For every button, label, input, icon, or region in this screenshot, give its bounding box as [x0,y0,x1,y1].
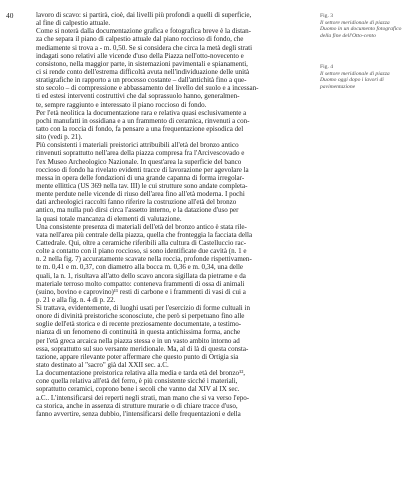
text-line: stato destinato al "sacro" già dal XXII sec. a.C. [36,361,169,370]
text-line: n. 2 nella fig. 7) accuratamente scavate nella roccia, profonde rispettivamen- [36,255,252,264]
text-line: soglie dell'età storica e di recente preziosamente documentate, a testimo- [36,320,242,329]
text-line: essa, soprattutto sul suo versante meridionale. Ma, al di là di questa consta- [36,344,249,353]
text-line: per l'età greca arcaica nella piazza stessa e in un vasto ambito intorno ad [36,336,240,345]
text-line: messa in opera delle fondazioni di una grande capanna di forma irregolar- [36,173,245,182]
text-line: al fine di calpestio attuale. [36,19,111,28]
text-line: tazione, appare rilevante poter affermare che questo punto di Ortigia sia [36,352,239,361]
caption-label: Fig. 4 [320,64,334,70]
text-line: indagati sono relativi alle vicende d'uso della Piazza nell'otto-novecento e [36,51,244,60]
text-line: materiale terroso molto compatto: conteneva frammenti di ossa di animali [36,279,245,288]
text-line: roccioso di fondo ha rivelato evidenti tracce di lavorazione per agevolare la [36,165,249,174]
text-line: mente perdute nelle vicende di riuso dell'area fino all'età moderna. I pochi [36,190,245,199]
text-line: fanno avvertire, senza dubbio, l'intensificarsi delle frequentazioni e della [36,409,241,418]
text-line: cone quella relativa all'età del ferro, è più consistente sicché i materiali, [36,377,238,386]
text-line: consistono, nella maggior parte, in sistemazioni pavimentali e spianamenti, [36,59,248,68]
text-line: Più consistenti i materiali preistorici attribuibili all'età del bronzo antico [36,141,239,150]
text-line: mediamente si trova a - m. 0,50. Se si considera che circa la metà degli strati [36,43,253,52]
text-line: te m. 0,41 e m. 0,37, con diametro alla bocca m. 0,36 e m. 0,34, una delle [36,263,244,272]
text-line: Per l'età neolitica la documentazione rara e relativa quasi esclusivamente a [36,108,247,117]
text-line: Come si noterà dalla documentazione grafica e fotografica breve è la distan- [36,27,252,36]
text-line: vata nell'area più centrale della piazza, quella che fronteggia la facciata della [36,230,253,239]
caption-label: Fig. 3 [320,13,334,19]
text-line: ci si rende conto dell'estrema difficoltà avuta nell'individuazione delle unità [36,67,250,76]
text-line: Si trattava, evidentemente, di luoghi usati per l'esercizio di forme cultuali in [36,304,250,313]
text-line: stratigrafiche in rapporto a un processo costante – dall'antichità fino a que- [36,76,247,85]
text-line: l'ex Museo Archeologico Nazionale. In quest'area la superficie del banco [36,157,242,166]
text-line: Cattedrale. Qui, oltre a ceramiche riferibili alla cultura di Castelluccio rac- [36,238,247,247]
text-line: antico, ma nulla può dirsi circa l'assetto interno, e la datazione d'uso per [36,206,239,215]
text-line: quali, la n. 1, risultava all'atto dello scavo ancora sigillata da pietrame e da [36,271,246,280]
text-line: La documentazione preistorica relativa alla media e tarda età del bronzo¹², [36,369,246,378]
text-line: (suino, bovino e caprovino)¹¹ resti di carbone e i frammenti di vasi di cui a [36,287,246,296]
text-line: sito (vedi p. 21). [36,133,83,142]
text-line: dati archeologici raccolti fanno riferire la costruzione all'età del bronzo [36,198,237,207]
page-number: 40 [6,11,14,20]
text-line: onore di divinità preistoriche sconosciute, che però si perpetuano fino alle [36,312,245,321]
figure-caption-3 [320,13,402,40]
text-line: a.C.. L'intensificarsi dei reperti negli strati, man mano che si va verso l'epo- [36,393,250,402]
text-line: te, sempre raggiunto e interessato il piano roccioso di fondo. [36,100,207,109]
text-line: la quasi totale mancanza di elementi di valutazione. [36,214,182,223]
text-line: ti ed estesi interventi costruttivi che dal soprassuolo hanno, generalmen- [36,92,240,101]
text-line: mente ellittica (US 369 nella tav. III) le cui strutture sono andate completa- [36,181,248,190]
body-text [36,11,298,418]
text-line: p. 21 e alla fig. n. 4 di p. 22. [36,295,116,304]
text-line: Una consistente presenza di materiali dell'età del bronzo antico è stata rile- [36,222,247,231]
figure-caption-4 [320,64,402,91]
caption-text: Il settore meridionale di piazza Duomo in un documento fotografico della fine dell'Otto-cento [320,19,402,40]
text-line: colte a contatto con il piano roccioso, si sono identificate due cavità (n. 1 e [36,247,247,256]
text-line: sto secolo – di compressione e abbassamento del livello del suolo e a incessan- [36,84,259,93]
text-line: tatto con la roccia di fondo, fa pensare a una frequentazione episodica del [36,124,244,133]
text-line: ca storica, anche in assenza di strutture murarie o di chiare tracce d'uso, [36,401,238,410]
text-line: nianza di un fenomeno di continuità in questa antichissima forma, anche [36,328,241,337]
text-line: za che separa il piano di calpestio attuale dal piano roccioso di fondo, che [36,35,244,44]
caption-text: Il settore meridionale di piazza Duomo oggi dopo i lavori di pavimentazione [320,70,390,91]
text-line: lavoro di scavo: si partirà, cioè, dai livelli più profondi a quelli di superficie, [36,11,252,19]
text-line: soprattutto ceramici, coprono bene i secoli che vanno dal XIV al IX sec. [36,385,240,394]
text-line: rinvenuti soprattutto nell'area della piazza compresa fra l'Arcivescovado e [36,149,245,158]
text-line: pochi manufatti in ossidiana e a un frammento di ceramica, rinvenuti a con- [36,116,250,125]
